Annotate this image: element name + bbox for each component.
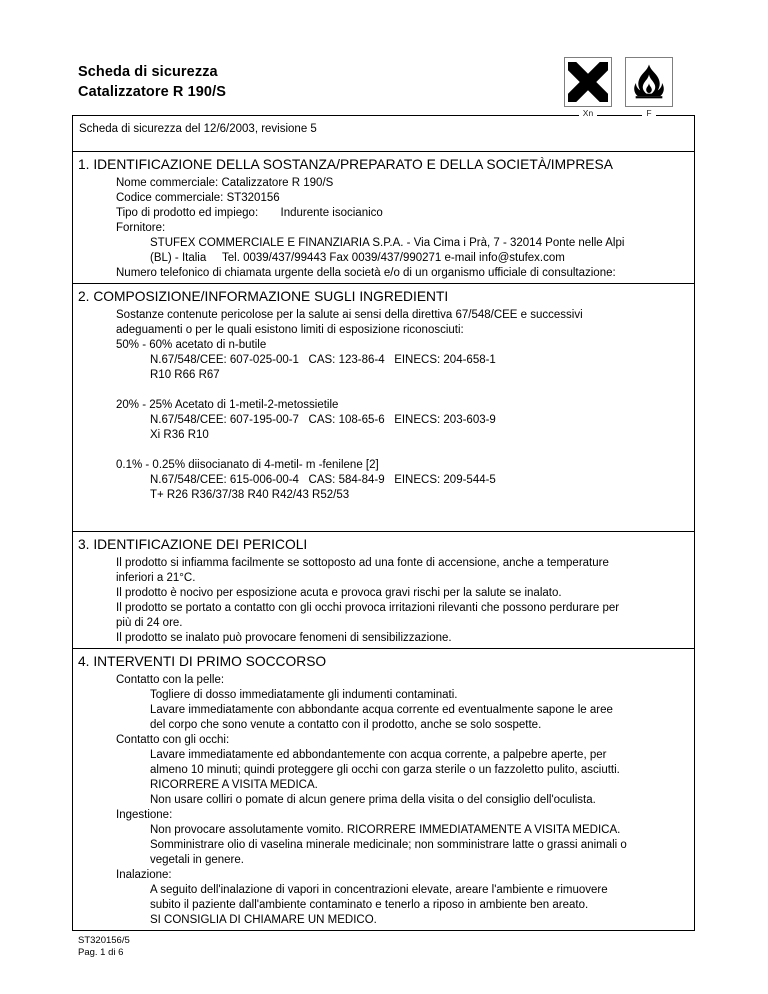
section-title: 1. IDENTIFICAZIONE DELLA SOSTANZA/PREPARATO E DELLA SOCIETÀ/IMPRESA [78, 157, 613, 172]
text-line: 0.1% - 0.25% diisocianato di 4-metil- m -fenilene [2] [116, 459, 379, 471]
text-line: almeno 10 minuti; quindi proteggere gli occhi con garza sterile o un fazzoletto pulito, asciutti. [150, 764, 620, 776]
text-line: Tipo di prodotto ed impiego: Indurente isocianico [116, 207, 383, 219]
hazard-symbol-label-xn: Xn [579, 108, 597, 118]
hazard-symbol-f [625, 57, 673, 118]
text-line: Fornitore: [116, 222, 166, 234]
hazard-symbol-label-f: F [642, 108, 655, 118]
text-line: N.67/548/CEE: 607-025-00-1 CAS: 123-86-4 EINECS: 204-658-1 [150, 354, 496, 366]
flammable-flame-icon [625, 57, 673, 107]
text-line [73, 443, 694, 458]
text-line: inferiori a 21°C. [116, 572, 196, 584]
text-line: 50% - 60% acetato di n-butile [116, 339, 267, 351]
text-line: del corpo che sono venute a contatto con il prodotto, anche se solo sospette. [150, 719, 542, 731]
text-line: Ingestione: [116, 809, 173, 821]
text-line: Contatto con gli occhi: [116, 734, 230, 746]
text-line: Numero telefonico di chiamata urgente della società e/o di un organismo ufficiale di consultazione: [116, 267, 616, 279]
text-line: (BL) - Italia Tel. 0039/437/99443 Fax 0039/437/990271 e-mail info@stufex.com [150, 252, 565, 264]
section-title: 3. IDENTIFICAZIONE DEI PERICOLI [78, 537, 308, 552]
text-line: Il prodotto è nocivo per esposizione acuta e provoca gravi rischi per la salute se inalato. [116, 587, 562, 599]
revision-banner [72, 115, 695, 152]
text-line: 20% - 25% Acetato di 1-metil-2-metossietile [116, 399, 339, 411]
hazard-symbols [564, 57, 673, 118]
section-body [73, 673, 694, 928]
text-line: vegetali in genere. [150, 854, 244, 866]
page-footer [78, 935, 768, 959]
text-line [73, 383, 694, 398]
text-line: Contatto con la pelle: [116, 674, 225, 686]
text-line: N.67/548/CEE: 615-006-00-4 CAS: 584-84-9 EINECS: 209-544-5 [150, 474, 496, 486]
text-line: Nome commerciale: Catalizzatore R 190/S [116, 177, 334, 189]
text-line: RICORRERE A VISITA MEDICA. [150, 779, 318, 791]
text-line: Sostanze contenute pericolose per la salute ai sensi della direttiva 67/548/CEE e successivi [116, 309, 583, 321]
doc-title-line2: Catalizzatore R 190/S [78, 84, 226, 100]
text-line: Non provocare assolutamente vomito. RICORRERE IMMEDIATAMENTE A VISITA MEDICA. [150, 824, 621, 836]
section-body [73, 308, 694, 529]
text-line: subito il paziente dall'ambiente contaminato e tenerlo a riposo in ambiente ben areato. [150, 899, 589, 911]
text-line: Lavare immediatamente con abbondante acqua corrente ed eventualmente sapone le aree [150, 704, 613, 716]
section-body [73, 176, 694, 281]
text-line: Codice commerciale: ST320156 [116, 192, 280, 204]
text-line: STUFEX COMMERCIALE E FINANZIARIA S.P.A. - Via Cima i Prà, 7 - 32014 Ponte nelle Alpi [150, 237, 625, 249]
section-first-aid [72, 648, 695, 931]
footer-page-number: Pag. 1 di 6 [78, 947, 124, 958]
text-line: N.67/548/CEE: 607-195-00-7 CAS: 108-65-6 EINECS: 203-603-9 [150, 414, 496, 426]
footer-doc-code: ST320156/5 [78, 935, 130, 946]
text-line: T+ R26 R36/37/38 R40 R42/43 R52/53 [150, 489, 350, 501]
text-line: R10 R66 R67 [150, 369, 220, 381]
text-line: A seguito dell'inalazione di vapori in concentrazioni elevate, areare l'ambiente e rimuovere [150, 884, 608, 896]
text-line: adeguamenti o per le quali esistono limiti di esposizione riconosciuti: [116, 324, 464, 336]
section-title: 2. COMPOSIZIONE/INFORMAZIONE SUGLI INGREDIENTI [78, 289, 449, 304]
doc-title-line1: Scheda di sicurezza [78, 64, 218, 80]
text-line: Somministrare olio di vaselina minerale medicinale; non somministrare latte o grassi animali o [150, 839, 627, 851]
harmful-cross-icon [564, 57, 612, 107]
text-line: SI CONSIGLIA DI CHIAMARE UN MEDICO. [150, 914, 377, 926]
text-line: Lavare immediatamente ed abbondantemente con acqua corrente, a palpebre aperte, per [150, 749, 607, 761]
text-line: Non usare colliri o pomate di alcun genere prima della visita o del consiglio dell'oculista. [150, 794, 596, 806]
revision-banner-text: Scheda di sicurezza del 12/6/2003, revisione 5 [79, 123, 317, 135]
text-line: Il prodotto se portato a contatto con gli occhi provoca irritazioni rilevanti che possono perdurare per [116, 602, 620, 614]
text-line: Il prodotto si infiamma facilmente se sottoposto ad una fonte di accensione, anche a temperature [116, 557, 609, 569]
hazard-symbol-xn [564, 57, 612, 118]
text-line: Xi R36 R10 [150, 429, 209, 441]
section-hazards-identification [72, 531, 695, 649]
section-title: 4. INTERVENTI DI PRIMO SOCCORSO [78, 654, 327, 669]
text-line: Il prodotto se inalato può provocare fenomeni di sensibilizzazione. [116, 632, 452, 644]
section-body [73, 556, 694, 646]
text-line: più di 24 ore. [116, 617, 183, 629]
section-composition-ingredients [72, 283, 695, 532]
text-line: Togliere di dosso immediatamente gli indumenti contaminati. [150, 689, 458, 701]
text-line: Inalazione: [116, 869, 172, 881]
section-identification-substance [72, 151, 695, 284]
